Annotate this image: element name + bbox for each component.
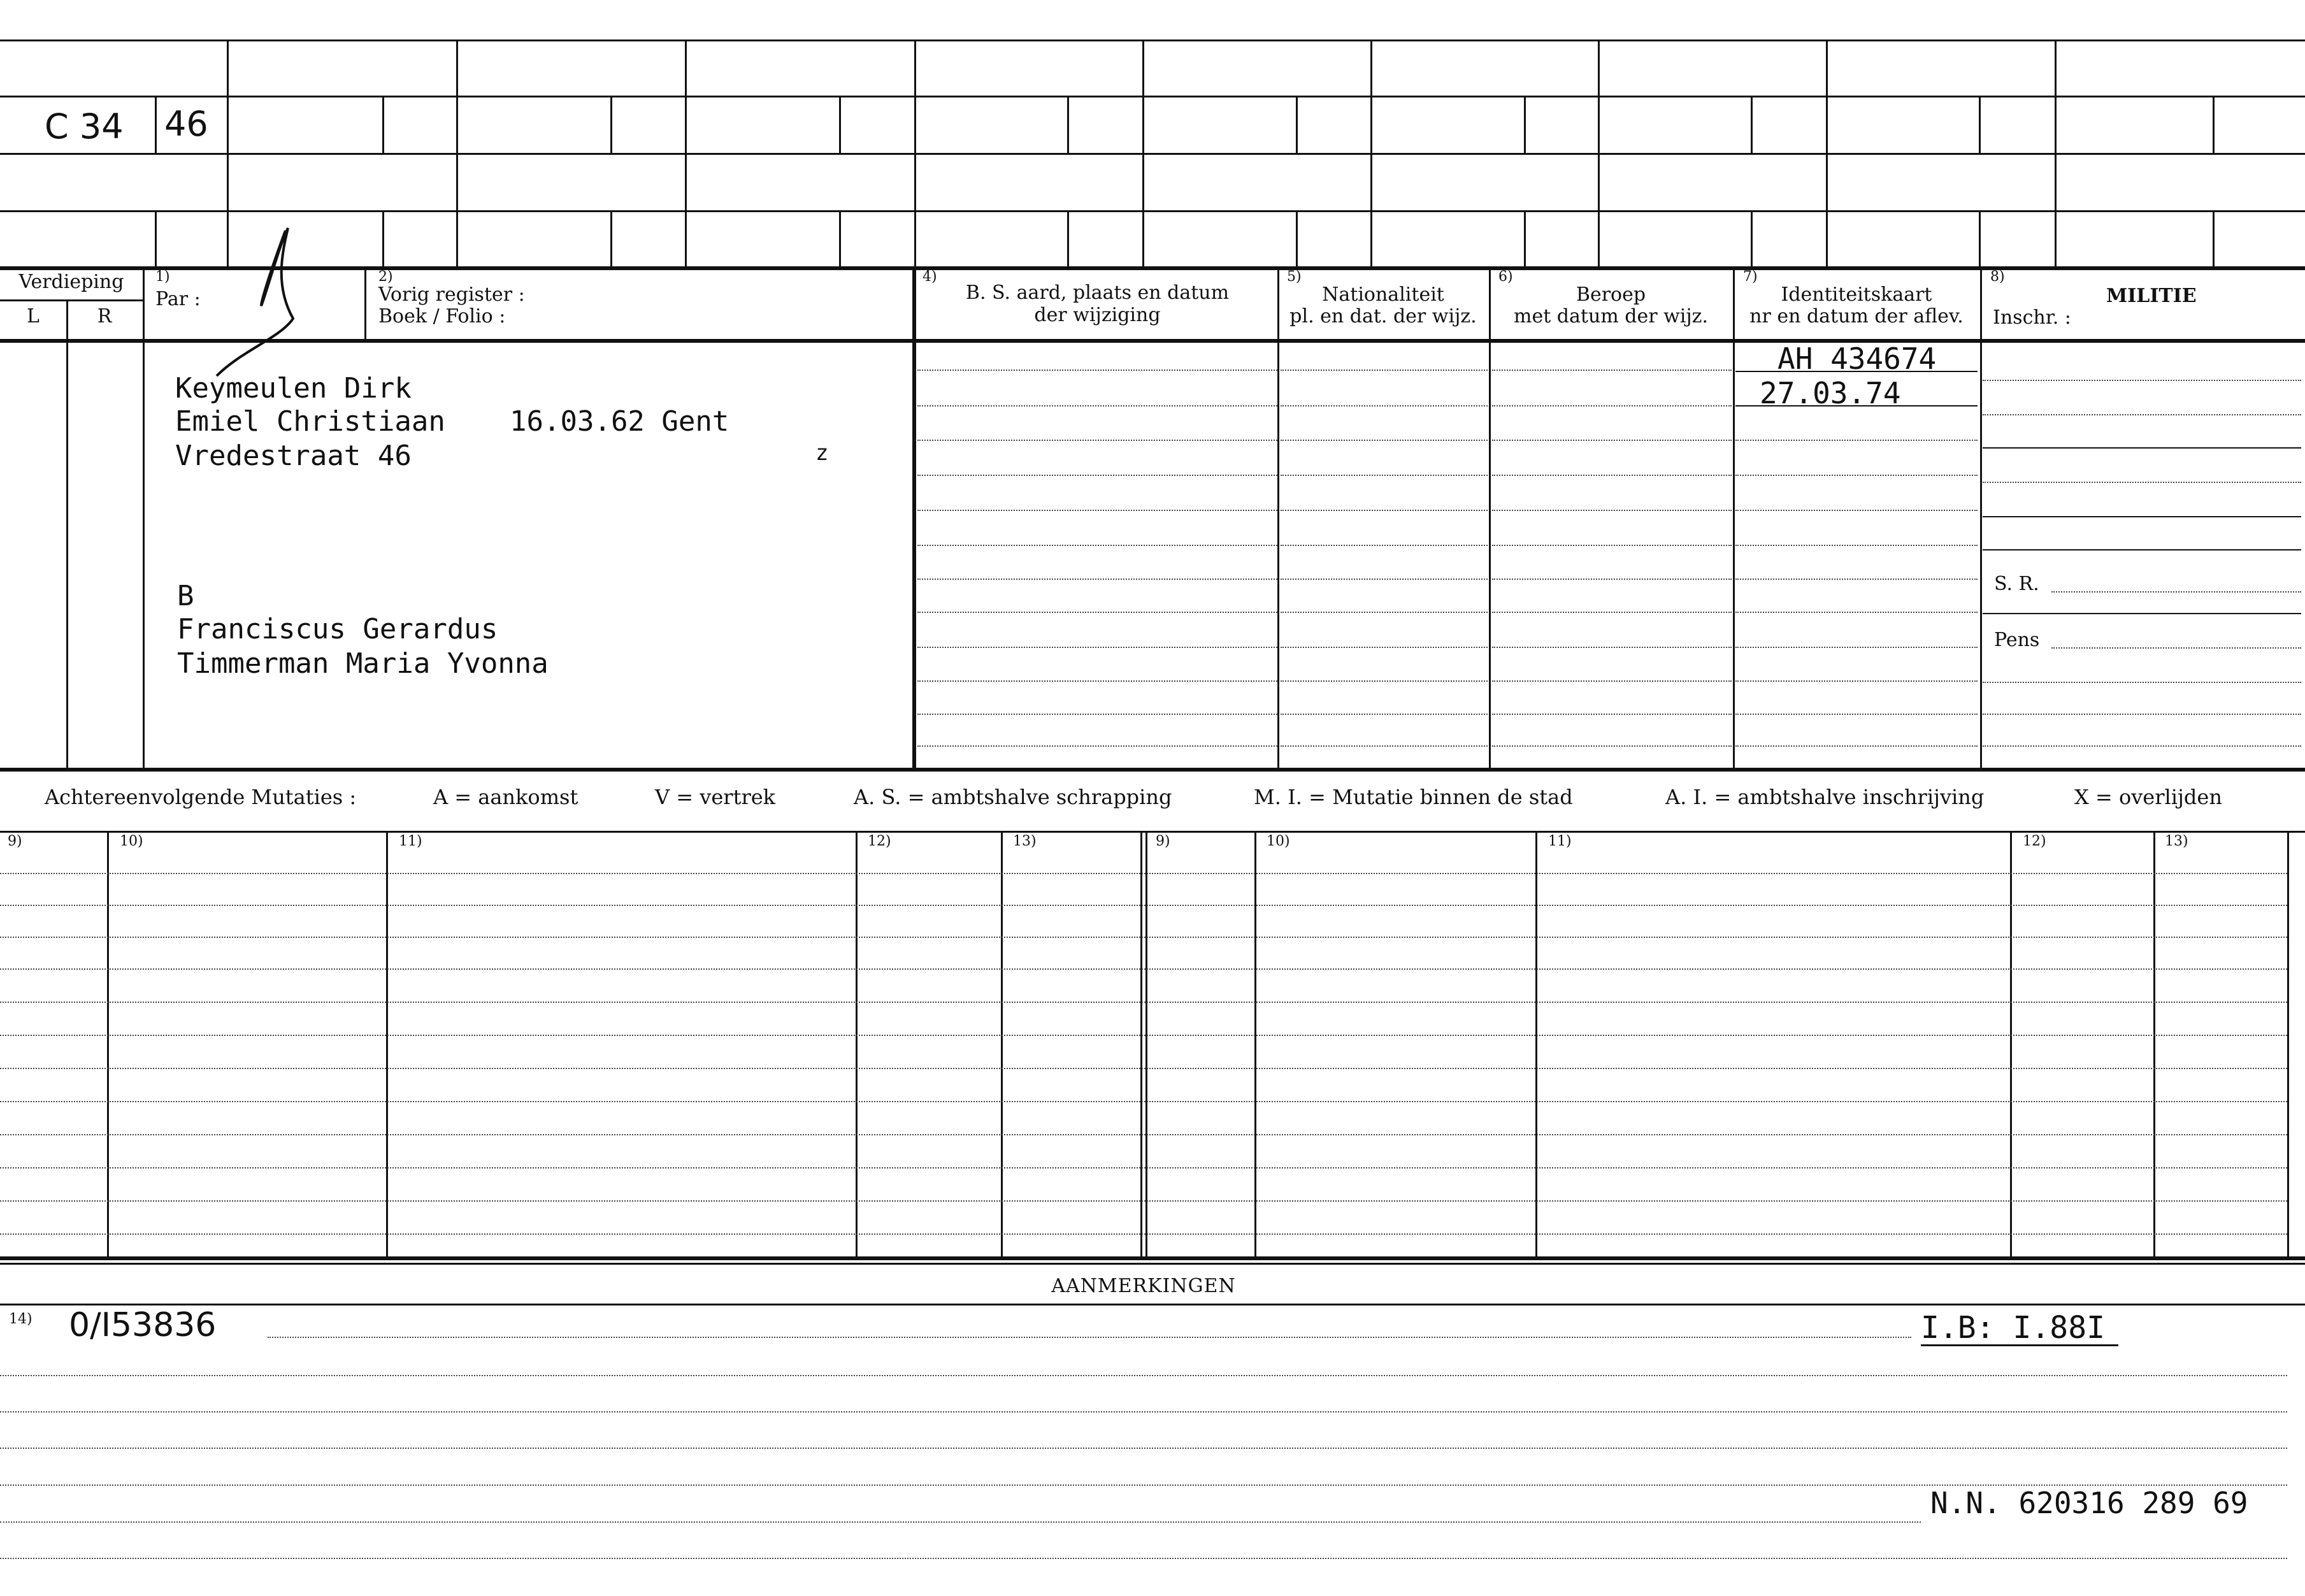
grid-line — [0, 1256, 2305, 1260]
register-code: C 34 — [45, 106, 124, 147]
column-number: 12) — [868, 833, 891, 849]
person-given-names: Emiel Christiaan — [175, 405, 445, 438]
grid-line — [0, 96, 2305, 97]
inschr-label: Inschr. : — [1993, 306, 2071, 329]
grid-line — [0, 40, 2305, 41]
grid-line — [2010, 831, 2012, 1256]
grid-line — [685, 40, 687, 266]
ib-underline — [1921, 1344, 2118, 1346]
column-number: 9) — [1156, 833, 1170, 849]
grid-line — [1145, 831, 1147, 1256]
grid-line — [914, 40, 916, 266]
grid-line — [1370, 40, 1372, 266]
father-names: Franciscus Gerardus — [177, 613, 498, 645]
grid-line — [364, 266, 366, 339]
identiteitskaart-header: Identiteitskaart — [1781, 284, 1932, 306]
grid-line — [1598, 40, 1600, 266]
grid-line — [1067, 96, 1069, 153]
beroep-header-sub: met datum der wijz. — [1514, 305, 1708, 327]
legend-v: V = vertrek — [655, 785, 776, 809]
grid-line — [1001, 831, 1003, 1256]
grid-line — [1254, 831, 1256, 1256]
remarks-reference: 0/I53836 — [69, 1306, 217, 1344]
field-number: 8) — [1990, 269, 2005, 285]
register-number: 46 — [164, 104, 208, 144]
id-card-number: AH 434674 — [1777, 341, 1937, 376]
grid-line — [456, 40, 458, 266]
national-number: N.N. 620316 289 69 — [1930, 1486, 2248, 1520]
column-number: 9) — [8, 833, 22, 849]
column-number: 11) — [399, 833, 422, 849]
column-number: 13) — [2165, 833, 2188, 849]
grid-line — [66, 299, 68, 768]
grid-line — [1751, 210, 1753, 266]
grid-line — [1296, 210, 1298, 266]
vorig-register-label: Vorig register : — [378, 284, 525, 306]
remarks-title: AANMERKINGEN — [1051, 1275, 1236, 1297]
field-number: 1) — [155, 269, 170, 285]
column-number: 10) — [1267, 833, 1290, 849]
ib-code: I.B: I.88I — [1921, 1310, 2105, 1346]
grid-line — [155, 210, 157, 266]
grid-line — [1524, 96, 1526, 153]
legend-as: A. S. = ambtshalve schrapping — [854, 785, 1172, 809]
grid-line — [2153, 831, 2155, 1256]
grid-line — [143, 266, 145, 768]
field-number: 5) — [1287, 269, 1302, 285]
grid-line — [0, 299, 143, 301]
boek-folio-label: Boek / Folio : — [378, 305, 506, 327]
column-number: 10) — [120, 833, 143, 849]
grid-line — [912, 266, 916, 768]
grid-line — [839, 96, 841, 153]
grid-line — [1980, 266, 1982, 768]
relation-marker: B — [177, 580, 194, 612]
column-number: 11) — [1548, 833, 1572, 849]
grid-line — [1979, 210, 1981, 266]
right-label: R — [97, 305, 112, 327]
grid-line — [0, 266, 2305, 270]
legend-x: X = overlijden — [2074, 785, 2222, 809]
grid-line — [1535, 831, 1537, 1256]
grid-line — [0, 210, 2305, 212]
legend-title: Achtereenvolgende Mutaties : — [45, 785, 357, 809]
grid-line — [1826, 40, 1828, 266]
legend-ai: A. I. = ambtshalve inschrijving — [1665, 785, 1985, 809]
column-number: 12) — [2023, 833, 2046, 849]
par-label: Par : — [155, 288, 201, 310]
grid-line — [856, 831, 858, 1256]
identiteitskaart-header-sub: nr en datum der aflev. — [1749, 305, 1964, 327]
grid-line — [382, 210, 384, 266]
grid-line — [0, 831, 2305, 833]
grid-line — [2055, 40, 2057, 266]
verdieping-label: Verdieping — [18, 271, 124, 293]
grid-line — [382, 96, 384, 153]
pen-stroke-icon — [204, 223, 319, 389]
beroep-header: Beroep — [1576, 284, 1646, 306]
grid-line — [1524, 210, 1526, 266]
grid-line — [2213, 96, 2215, 153]
grid-line — [1277, 266, 1279, 768]
grid-line — [1067, 210, 1069, 266]
id-card-date: 27.03.74 — [1760, 376, 1901, 410]
grid-line — [2287, 831, 2289, 1256]
militie-header: MILITIE — [2106, 285, 2197, 307]
grid-line — [155, 96, 157, 153]
grid-line — [386, 831, 388, 1256]
person-address: Vredestraat 46 — [175, 440, 412, 472]
nationaliteit-header-sub: pl. en dat. der wijz. — [1289, 305, 1477, 327]
marker-z: z — [815, 440, 829, 466]
grid-line — [0, 153, 2305, 155]
person-name: Keymeulen Dirk — [175, 372, 412, 405]
column-number: 13) — [1013, 833, 1037, 849]
grid-line — [1489, 266, 1491, 768]
bs-header-sub: der wijziging — [1034, 304, 1161, 326]
field-number: 4) — [923, 269, 937, 285]
legend-mi: M. I. = Mutatie binnen de stad — [1254, 785, 1573, 809]
sr-label: S. R. — [1994, 573, 2039, 595]
grid-line — [1296, 96, 1298, 153]
bs-header: B. S. aard, plaats en datum — [965, 282, 1230, 304]
grid-line — [1142, 40, 1144, 266]
left-label: L — [27, 305, 39, 327]
legend-a: A = aankomst — [433, 785, 578, 809]
grid-line — [2213, 210, 2215, 266]
grid-line — [839, 210, 841, 266]
field-number: 2) — [378, 269, 393, 285]
grid-line — [0, 1263, 2305, 1265]
nationaliteit-header: Nationaliteit — [1322, 284, 1444, 306]
grid-line — [610, 96, 612, 153]
field-number: 6) — [1498, 269, 1513, 285]
grid-line — [1979, 96, 1981, 153]
field-number: 14) — [9, 1311, 32, 1327]
grid-line — [1733, 266, 1735, 768]
grid-line — [1751, 96, 1753, 153]
field-number: 7) — [1743, 269, 1758, 285]
grid-line — [0, 768, 2305, 772]
birth-date-place: 16.03.62 Gent — [510, 405, 729, 438]
grid-line — [610, 210, 612, 266]
mother-name: Timmerman Maria Yvonna — [177, 647, 549, 680]
pens-label: Pens — [1994, 629, 2040, 651]
grid-line — [1140, 831, 1142, 1256]
grid-line — [107, 831, 109, 1256]
grid-line — [0, 339, 2305, 343]
grid-line — [0, 1304, 2305, 1305]
